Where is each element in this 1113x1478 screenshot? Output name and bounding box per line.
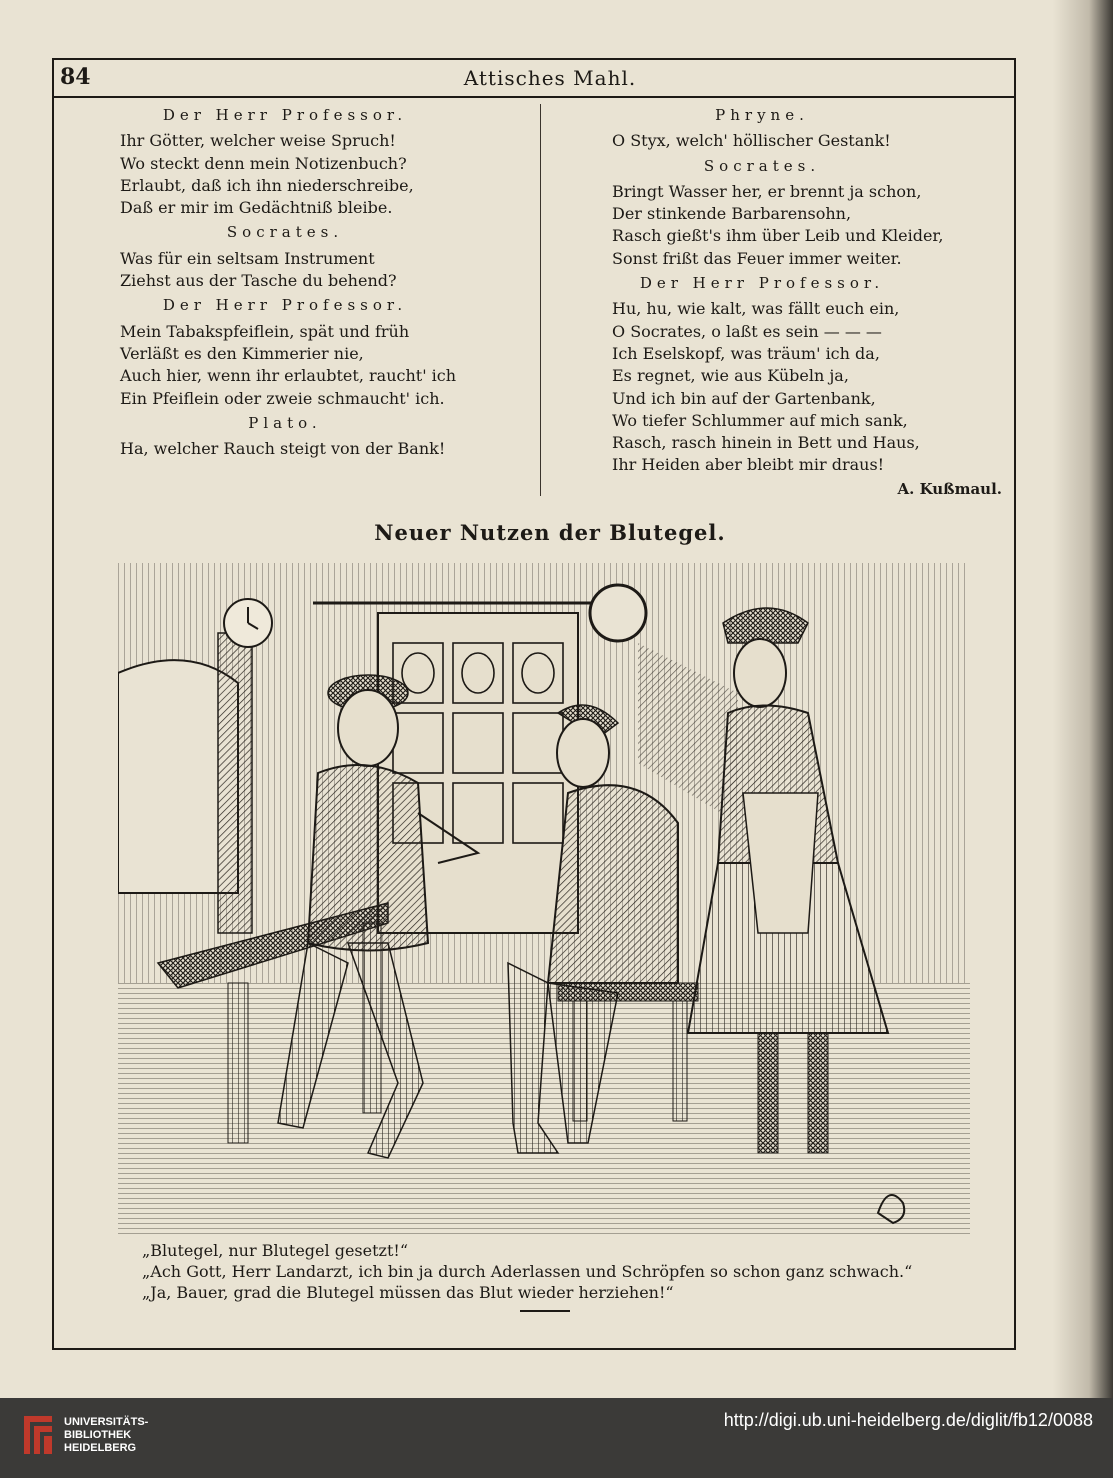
verse-line: Ihr Götter, welcher weise Spruch! [120,131,396,151]
speaker-heading: Socrates. [703,156,821,175]
verse-line: Ihr Heiden aber bleibt mir draus! [612,455,885,475]
verse-line: Ziehst aus der Tasche du behend? [120,271,397,291]
verse-line: Der stinkende Barbarensohn, [612,204,852,224]
verse-line: Sonst frißt das Feuer immer weiter. [612,248,902,268]
speaker-heading: Phryne. [715,106,809,124]
speaker-heading: Socrates. [226,223,344,242]
page-edge-shadow [1053,0,1113,1398]
verse-line: Hu, hu, wie kalt, was fällt euch ein, [612,299,900,319]
verse-line: Mein Tabakspfeiflein, spät und früh [120,321,410,341]
library-logo-icon [16,1410,60,1460]
logo-line: UNIVERSITÄTS- [64,1416,149,1428]
verse-line: Ein Pfeiflein oder zweie schmaucht' ich. [120,388,445,408]
verse-line: Bringt Wasser her, er brennt ja schon, [612,181,922,201]
library-logo-text [64,1416,148,1455]
logo-line: HEIDELBERG [64,1442,137,1454]
hanging-pan [590,585,646,641]
page-number: 84 [60,64,91,90]
verse-line: Daß er mir im Gedächtniß bleibe. [120,198,393,218]
verse-line: Auch hier, wenn ihr erlaubtet, raucht' ich [120,366,457,386]
logo-line: BIBLIOTHEK [64,1429,132,1441]
cartoon-caption [142,1240,913,1303]
verse-line: O Styx, welch' höllischer Gestank! [612,131,891,151]
verse-line: Es regnet, wie aus Kübeln ja, [612,366,849,386]
chair [558,983,698,1001]
verse-line: Wo tiefer Schlummer auf mich sank, [612,410,908,430]
verse-line: Rasch, rasch hinein in Bett und Haus, [612,433,920,453]
speaker-heading: Der Herr Professor. [162,106,408,124]
verse-line: Was für ein seltsam Instrument [120,248,375,268]
clock-case [218,633,252,933]
author-signature: A. Kußmaul. [897,480,1002,498]
verse-line: Wo steckt denn mein Notizenbuch? [120,153,407,173]
speaker-heading: Der Herr Professor. [162,296,408,315]
verse-line: Ich Eselskopf, was träum' ich da, [612,343,880,363]
cartoon-title: Neuer Nutzen der Blutegel. [374,520,726,545]
speaker-heading: Der Herr Professor. [639,274,885,293]
verse-line: Erlaubt, daß ich ihn niederschreibe, [120,175,414,195]
verse-line: Verläßt es den Kimmerier nie, [120,343,364,363]
right-poem-column [612,102,1007,477]
caption-line: „Blutegel, nur Blutegel gesetzt!“ [142,1241,408,1260]
caption-rule [520,1310,570,1312]
verse-line: Ha, welcher Rauch steigt von der Bank! [120,439,446,459]
column-divider [540,104,541,496]
speaker-heading: Plato. [248,413,322,432]
verse-line: O Socrates, o laßt es sein — — — [612,321,882,341]
left-poem-column [120,102,520,460]
running-title: Attisches Mahl. [463,66,637,90]
permalink-url[interactable]: http://digi.ub.uni-heidelberg.de/diglit/fb12/0088 [723,1410,1093,1430]
caption-line: „Ach Gott, Herr Landarzt, ich bin ja durch Aderlassen und Schröpfen so schon ganz schwach.“ [142,1262,913,1281]
engraving-illustration [118,563,970,1235]
header-rule [52,96,1016,98]
verse-line: Rasch gießt's ihm über Leib und Kleider, [612,226,944,246]
verse-line: Und ich bin auf der Gartenbank, [612,388,876,408]
caption-line: „Ja, Bauer, grad die Blutegel müssen das Blut wieder herziehen!“ [142,1283,674,1302]
